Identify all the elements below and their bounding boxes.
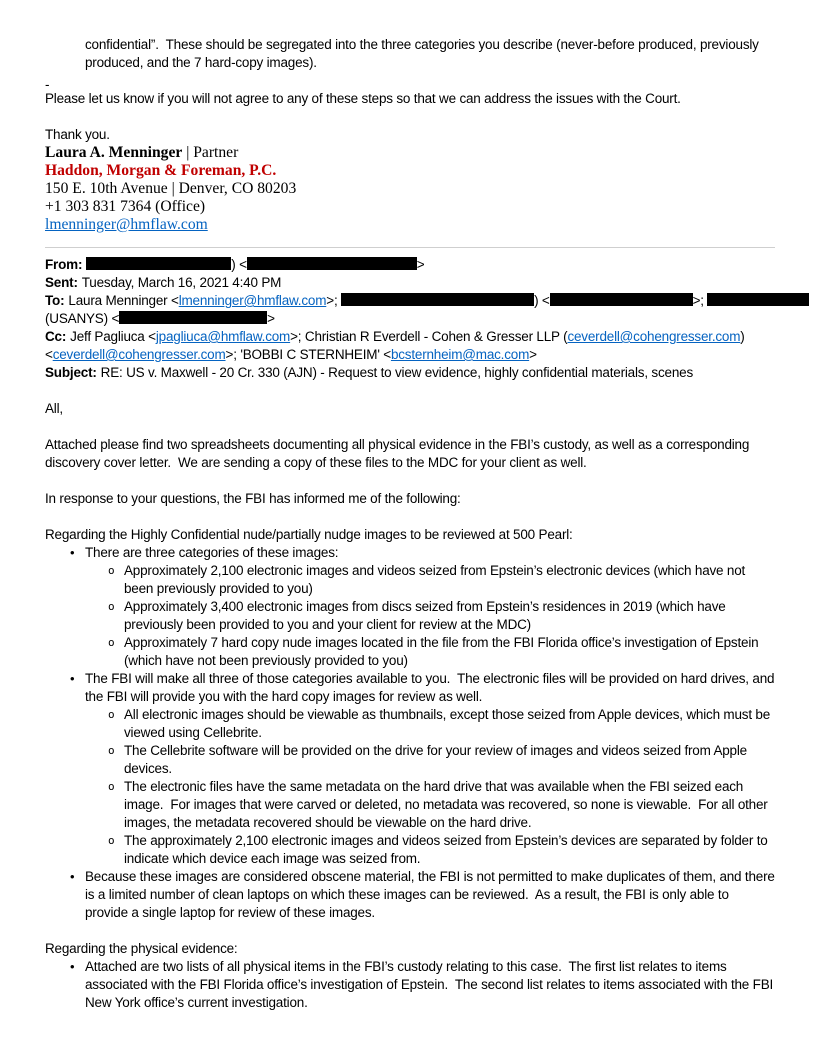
separator-dash: - [45,77,50,92]
subject-value: RE: US v. Maxwell - 20 Cr. 330 (AJN) - Request to view evidence, highly confidential materials, scenes [100,365,694,380]
to-line [45,292,775,310]
from-label: From: [45,257,83,272]
cc-email-link-1[interactable]: jpagliuca@hmflaw.com [155,329,291,344]
redacted-to-email-2 [550,293,693,306]
usanys-label: (USANYS) < [45,311,120,326]
sent-label: Sent: [45,275,78,290]
subject-line [45,364,775,382]
cc-angle-open: < [45,347,53,362]
sub-bullet-item: o Approximately 2,100 electronic images and videos seized from Epstein’s electronic devices (which have not been previously provided to you) [45,562,775,598]
sub-bullet-item: o Approximately 3,400 electronic images from discs seized from Epstein’s residences in 2019 (which have previously been provided to you and your client for review at the MDC) [45,598,775,634]
redacted-from-name [86,257,231,270]
cc-recipient-3: >; 'BOBBI C STERNHEIM' < [225,347,391,362]
to-separator-3: >; [692,293,708,308]
sent-value: Tuesday, March 16, 2021 4:40 PM [81,275,282,290]
closing-request-paragraph: Please let us know if you will not agree to any of these steps so that we can address the issues with the Court. [45,91,681,106]
to-separator-2: ) < [534,293,550,308]
bullet-item: • The FBI will make all three of those categories available to you. The electronic files will be provided on hard drives, and the FBI will provide you with the hard copy images for review as well. [45,670,775,706]
subject-label: Subject: [45,365,97,380]
quoted-reply-paragraph: confidential”. These should be segregated into the three categories you describe (never-before produced, previously produced, and the 7 hard-copy images). [85,37,763,70]
bullet-item: • Attached are two lists of all physical items in the FBI’s custody relating to this case. The first list relates to items associated with the FBI Florida office’s investigation of Epstein. The second list relates to items associated with the FBI New York office’s current investigation. [45,958,775,1012]
sub-bullet-item: o The approximately 2,100 electronic images and videos seized from Epstein’s devices are separated by folder to indicate which device each image was seized from. [45,832,775,868]
section1-list [45,544,779,922]
section1-heading: Regarding the Highly Confidential nude/partially nudge images to be reviewed at 500 Pearl: [45,527,573,542]
cc-line-2 [45,346,775,364]
to-email-link[interactable]: lmenninger@hmflaw.com [178,293,327,308]
thank-you-line: Thank you. [45,127,110,142]
cc-email-link-3[interactable]: ceverdell@cohengresser.com [52,347,226,362]
signature-name-line [45,144,775,162]
bullet-item: • There are three categories of these images: [45,544,775,562]
signature-name: Laura A. Menninger [45,144,183,161]
sub-bullet-item: o The Cellebrite software will be provided on the drive for your review of images and videos seized from Apple devices. [45,742,775,778]
section2-heading: Regarding the physical evidence: [45,941,238,956]
cc-line2-end: > [529,347,537,362]
from-end: > [416,257,425,272]
cc-email-link-4[interactable]: bcsternheim@mac.com [390,347,530,362]
redacted-to-name-3 [707,293,809,306]
redacted-to-name-2 [341,293,534,306]
bullet-item: • Because these images are considered obscene material, the FBI is not permitted to make duplicates of them, and there is a limited number of clean laptops on which these images can be reviewed. As a result, the FBI is only able to provide a single laptop for review of these images. [45,868,775,922]
to-label: To: [45,293,65,308]
body-paragraph-2: In response to your questions, the FBI has informed me of the following: [45,491,461,506]
sent-line [45,274,775,292]
section2-list [45,958,775,1012]
cc-recipient-2: >; Christian R Everdell - Cohen & Gresser LLP ( [290,329,568,344]
signature-phone: +1 303 831 7364 (Office) [45,198,206,215]
signature-title: | Partner [182,144,239,161]
body-paragraph-1: Attached please find two spreadsheets documenting all physical evidence in the FBI’s custody, as well as a corresponding discovery cover letter. We are sending a copy of these files to the MDC for your client as well. [45,437,753,470]
from-separator: ) < [231,257,247,272]
cc-line [45,328,775,346]
cc-label: Cc: [45,329,67,344]
cc-recipient-1: Jeff Pagliuca < [70,329,156,344]
to-line-2 [45,310,775,328]
signature-block [45,144,775,234]
signature-firm: Haddon, Morgan & Foreman, P.C. [45,162,277,179]
from-line [45,256,775,274]
sub-bullet-item: o Approximately 7 hard copy nude images located in the file from the FBI Florida office’s investigation of Epstein (which have not been previously provided to you) [45,634,775,670]
signature-address: 150 E. 10th Avenue | Denver, CO 80203 [45,180,297,197]
to-recipient-1: Laura Menninger < [68,293,179,308]
to-line2-end: > [267,311,275,326]
cc-paren-close: ) [740,329,745,344]
cc-email-link-2[interactable]: ceverdell@cohengresser.com [567,329,741,344]
message-divider [45,247,775,248]
sub-bullet-item: o The electronic files have the same metadata on the hard drive that was available when the FBI seized each image. For images that were carved or deleted, no metadata was recovered, so none is viewable. For all other images, the metadata recovered should be viewable on the hard drive. [45,778,775,832]
greeting: All, [45,401,63,416]
redacted-to-email-3 [119,311,267,324]
to-separator-1: >; [326,293,342,308]
redacted-from-email [247,257,417,270]
signature-email-link[interactable]: lmenninger@hmflaw.com [45,216,208,233]
sub-bullet-item: o All electronic images should be viewable as thumbnails, except those seized from Apple devices, which must be viewed using Cellebrite. [45,706,775,742]
